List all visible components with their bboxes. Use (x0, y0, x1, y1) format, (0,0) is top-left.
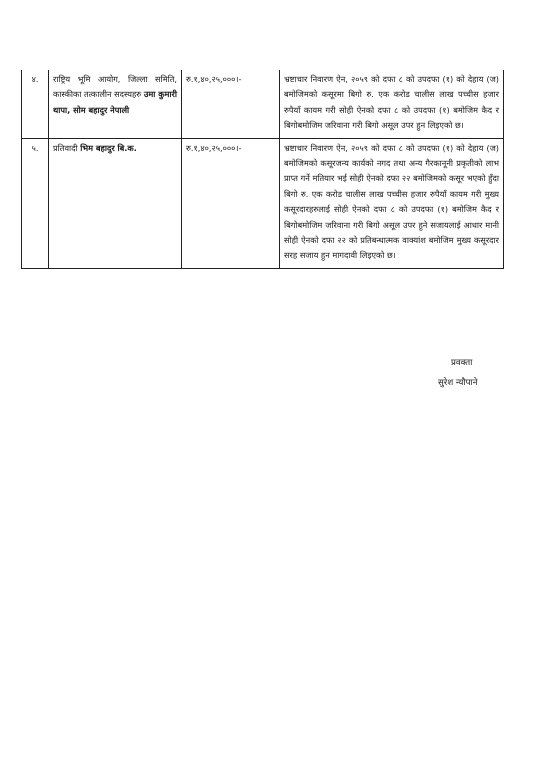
case-table (21, 70, 504, 269)
defendant-description: राष्ट्रिय भूमि आयोग, जिल्ला समिति, कास्कीका तत्कालीन सदस्यहरु (53, 74, 177, 100)
signatory-name: सुरेश न्यौपाने (438, 378, 478, 388)
charge-description: भ्रष्टाचार निवारण ऐन, २०५९ को दफा ८ को उपदफा (१) को देहाय (ज) बमोजिमको कसूरजन्य कार्यको नगद तथा अन्य गैरकानूनी प्रकृतीको लाभ प्राप्त गर्ने मतियार भई सोही ऐनको दफा २२ बमोजिमको कसूर भएको हुँदा बिगो रु. एक करोड चालीस लाख पच्चीस हजार रुपैयाँ कायम गरी मुख्य कसूरदारहरुलाई सोही ऐनको दफा ८ को उपदफा (१) बमोजिम कैद र बिगोबमोजिम जरिवाना गरी बिगो असूल उपर हुने सजायलाई आधार मानी सोही ऐनको दफा २२ को प्रतिबन्धात्मक वाक्यांश बमोजिम मुख्य कसूरदार सरह सजाय हुन मागदावी लिइएको छ। (280, 138, 504, 268)
serial-number: ५. (22, 138, 49, 268)
signatory-title: प्रवक्ता (451, 358, 473, 368)
charge-description: भ्रष्टाचार निवारण ऐन, २०५९ को दफा ८ को उपदफा (१) को देहाय (ज) बमोजिमको कसूरमा बिगो रु. एक करोड चालीस लाख पच्चीस हजार रुपैयाँ कायम गरी सोही ऐनको दफा ८ को उपदफा (१) बमोजिम कैद र बिगोबमोजिम जरिवाना गरी बिगो असूल उपर हुन लिइएको छ। (280, 70, 504, 138)
table-row (22, 138, 504, 268)
defendant-names: भिम बहादुर बि.क. (80, 142, 137, 153)
defendant-description: प्रतिवादी (53, 142, 78, 153)
serial-number: ४. (22, 70, 49, 138)
defendant-cell (49, 70, 182, 138)
table-row (22, 70, 504, 138)
defendant-cell (49, 138, 182, 268)
claim-amount: रु.१,४०,२५,०००।- (182, 138, 280, 268)
defendant-names: उमा कुमारी थापा, सोम बहादुर नेपाली (53, 89, 177, 115)
claim-amount: रु.१,४०,२५,०००।- (182, 70, 280, 138)
